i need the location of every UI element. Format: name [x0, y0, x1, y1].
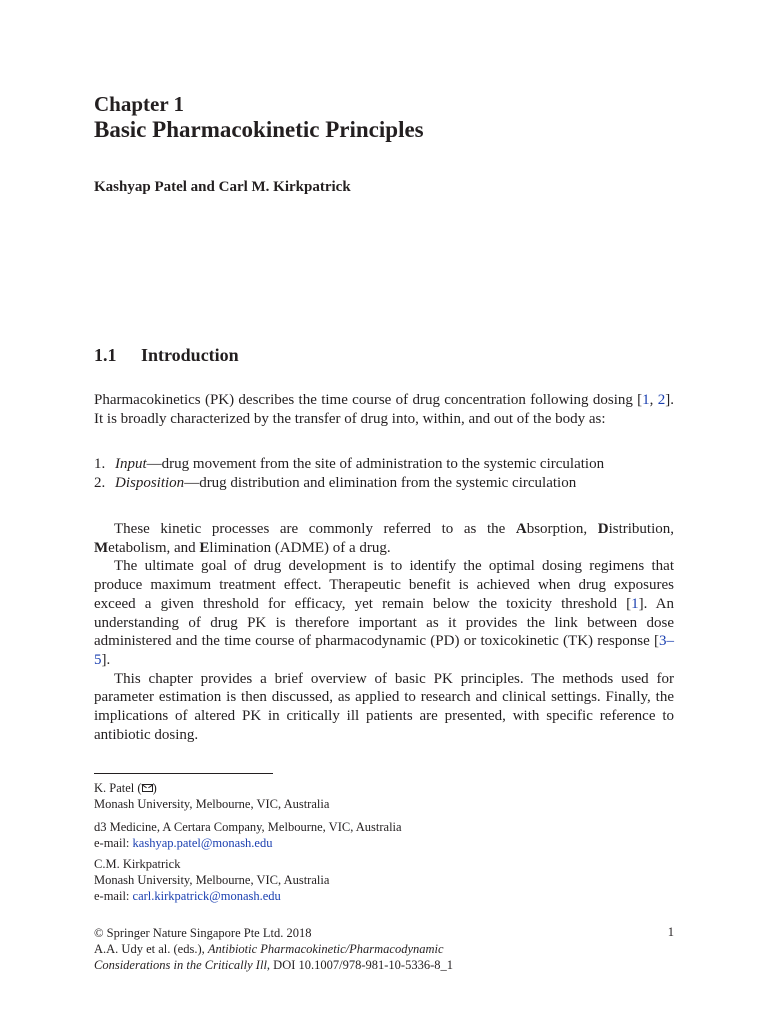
citation-line [94, 957, 453, 973]
intro-text-start: Pharmacokinetics (PK) describes the time course of drug concentration following dosing [ [94, 392, 643, 408]
intro-text-end: ]. It is broadly characterized by the transfer of drug into, within, and out of the body as: [94, 392, 674, 427]
intro-paragraph [94, 391, 674, 428]
section-number: 1.1 [94, 345, 117, 365]
adme-letter: E [199, 539, 210, 556]
affiliation: Monash University, Melbourne, VIC, Australia [94, 797, 330, 811]
section-title: Introduction [141, 345, 239, 365]
email-label: e-mail: [94, 836, 133, 850]
email-line [94, 888, 329, 904]
author-name: K. Patel ( [94, 781, 142, 795]
adme-text: etabolism, and [108, 539, 200, 556]
body-paragraphs [94, 520, 674, 744]
author-line [94, 780, 329, 796]
list-marker: 2. [94, 474, 106, 491]
envelope-icon[interactable] [142, 784, 153, 792]
citation-link[interactable]: 1 [642, 392, 650, 408]
chapter-title: Basic Pharmacokinetic Principles [94, 117, 424, 142]
adme-text: istribution, [608, 521, 674, 537]
doi: , DOI 10.1007/978-981-10-5336-8_1 [266, 958, 454, 972]
goal-text: ]. An understanding of drug PK is therefore important as it provides the link between dose administered and the time course of pharmacodynamic (PD) or toxicokinetic (TK) response [ [94, 595, 675, 650]
list-text: —drug distribution and elimination from the systemic circulation [184, 474, 577, 491]
copyright-line: © Springer Nature Singapore Pte Ltd. 2018 [94, 926, 312, 940]
list-term: Disposition [115, 474, 185, 491]
adme-paragraph [94, 520, 674, 557]
adme-text: limination (ADME) of a drug. [209, 539, 391, 556]
process-list [94, 455, 674, 492]
citation-link[interactable]: 3–5 [94, 633, 674, 668]
footnote-kirkpatrick [94, 856, 329, 904]
email-label: e-mail: [94, 889, 133, 903]
author-name-close: ) [152, 781, 157, 795]
list-term: Input [115, 456, 147, 472]
overview-paragraph: This chapter provides a brief overview of basic PK principles. The methods used for parameter estimation is then discussed, as applied to research and clinical settings. Finally, the implications of altered PK in critically ill patients are presented, with specific reference to antibiotic dosing. [94, 670, 674, 743]
section-heading [94, 345, 239, 366]
list-item [94, 474, 674, 493]
adme-letter: D [597, 521, 609, 537]
adme-text: These kinetic processes are commonly referred to as the [114, 521, 516, 537]
adme-letter: M [94, 539, 109, 556]
citation-line [94, 941, 453, 957]
list-text: —drug movement from the site of administration to the systemic circulation [146, 456, 605, 472]
affiliation: Monash University, Melbourne, VIC, Australia [94, 873, 330, 887]
adme-letter: A [515, 521, 527, 537]
author-name: C.M. Kirkpatrick [94, 857, 181, 871]
goal-text: The ultimate goal of drug development is to identify the optimal dosing regimens that produce maximum treatment effect. Therapeutic benefit is achieved when drug exposures exceed a given threshold for efficacy, yet remain below the toxicity threshold [ [94, 558, 674, 612]
adme-text: bsorption, [526, 521, 598, 537]
list-item [94, 455, 674, 474]
book-title: Antibiotic Pharmacokinetic/Pharmacodynamic [207, 942, 444, 956]
email-link[interactable]: kashyap.patel@monash.edu [132, 836, 273, 850]
email-link[interactable]: carl.kirkpatrick@monash.edu [132, 889, 281, 903]
citation-link[interactable]: 1 [631, 595, 639, 612]
citation-link[interactable]: 2 [657, 392, 666, 408]
editors: A.A. Udy et al. (eds.), [94, 942, 208, 956]
chapter-label: Chapter 1 [94, 92, 185, 116]
footnote-patel-affiliation-2 [94, 819, 402, 851]
list-marker: 1. [94, 456, 106, 472]
chapter-authors: Kashyap Patel and Carl M. Kirkpatrick [94, 179, 351, 195]
affiliation: d3 Medicine, A Certara Company, Melbourne, VIC, Australia [94, 820, 402, 834]
email-line [94, 835, 402, 851]
citation-separator: , [649, 392, 658, 408]
goal-paragraph [94, 557, 674, 669]
book-title: Considerations in the Critically Ill [94, 958, 267, 972]
footnote-patel [94, 780, 329, 812]
goal-text: ]. [101, 651, 111, 668]
copyright-block [94, 925, 453, 973]
footnote-divider [94, 773, 273, 774]
page-number: 1 [667, 925, 674, 939]
